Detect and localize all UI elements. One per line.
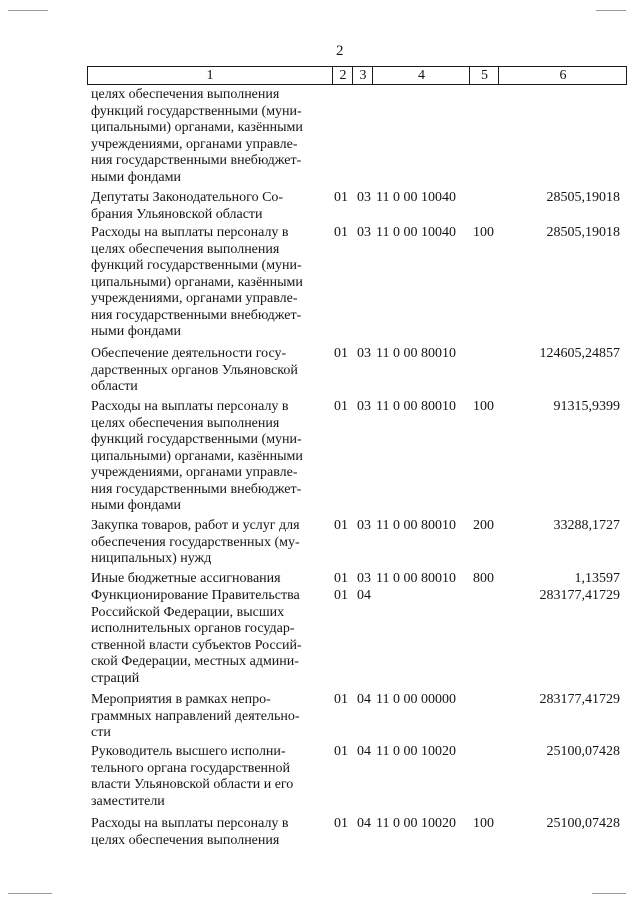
row-amount: 28505,19018 (546, 190, 620, 205)
row-section: 01 (334, 518, 348, 533)
row-target-item: 11 0 00 80010 (376, 571, 456, 586)
row-subsection: 04 (357, 692, 371, 707)
header-col-4: 4 (372, 67, 470, 84)
row-section: 01 (334, 190, 348, 205)
header-col-1: 1 (206, 68, 214, 83)
row-section: 01 (334, 571, 348, 586)
row-section: 01 (334, 744, 348, 759)
header-col-6: 6 (498, 67, 627, 84)
scan-mark-bottom-left (8, 893, 52, 894)
header-col-3: 3 (352, 67, 373, 84)
row-target-item: 11 0 00 00000 (376, 692, 456, 707)
row-amount: 25100,07428 (546, 744, 620, 759)
row-target-item: 11 0 00 80010 (376, 399, 456, 414)
row-amount: 28505,19018 (546, 225, 620, 240)
row-expense-type: 100 (473, 399, 494, 414)
row-section: 01 (334, 692, 348, 707)
row-target-item: 11 0 00 10020 (376, 816, 456, 831)
row-name: Закупка товаров, работ и услуг для обеспечения государственных (му- ниципальных) нужд (91, 518, 300, 566)
row-name: Мероприятия в рамках непро- граммных направлений деятельно- сти (91, 692, 300, 740)
row-subsection: 03 (357, 190, 371, 205)
row-amount: 1,13597 (574, 571, 620, 586)
row-name: Руководитель высшего исполни- тельного органа государственной власти Ульяновской области и его заместители (91, 744, 294, 809)
row-subsection: 04 (357, 744, 371, 759)
row-target-item: 11 0 00 10040 (376, 225, 456, 240)
row-amount: 124605,24857 (539, 346, 620, 361)
row-target-item: 11 0 00 10020 (376, 744, 456, 759)
row-target-item: 11 0 00 80010 (376, 346, 456, 361)
row-name: Иные бюджетные ассигнования (91, 571, 281, 586)
row-amount: 91315,9399 (553, 399, 620, 414)
row-amount: 25100,07428 (546, 816, 620, 831)
scan-mark-top-left (8, 10, 48, 11)
scan-mark-top-right (596, 10, 626, 11)
row-name: Расходы на выплаты персоналу в целях обеспечения выполнения (91, 816, 289, 848)
row-name: Обеспечение деятельности госу- дарственных органов Ульяновской области (91, 346, 298, 394)
row-subsection: 03 (357, 346, 371, 361)
page-number: 2 (336, 43, 344, 59)
row-amount: 33288,1727 (553, 518, 620, 533)
row-amount: 283177,41729 (539, 692, 620, 707)
row-name: Расходы на выплаты персоналу в целях обеспечения выполнения функций государственными (муни- ципальными) органами, казёнными учреждениями, органами управле- ния государственными внебюджет- ными фондами (91, 399, 303, 513)
row-expense-type: 100 (473, 225, 494, 240)
row-name: Депутаты Законодательного Со- брания Ульяновской области (91, 190, 284, 222)
row-section: 01 (334, 399, 348, 414)
row-section: 01 (334, 225, 348, 240)
row-name: Расходы на выплаты персоналу в целях обеспечения выполнения функций государственными (муни- ципальными) органами, казёнными учреждениями, органами управле- ния государственными внебюджет- ными фондами (91, 225, 303, 339)
scan-mark-bottom-right (592, 893, 626, 894)
header-col-2: 2 (332, 67, 353, 84)
row-expense-type: 800 (473, 571, 494, 586)
row-subsection: 03 (357, 571, 371, 586)
header-col-5: 5 (469, 67, 499, 84)
table-header-row (87, 66, 627, 85)
row-section: 01 (334, 816, 348, 831)
row-subsection: 04 (357, 816, 371, 831)
row-target-item: 11 0 00 10040 (376, 190, 456, 205)
row-subsection: 04 (357, 588, 371, 603)
row-subsection: 03 (357, 399, 371, 414)
row-section: 01 (334, 346, 348, 361)
row-subsection: 03 (357, 518, 371, 533)
row-section: 01 (334, 588, 348, 603)
row-target-item: 11 0 00 80010 (376, 518, 456, 533)
row-expense-type: 100 (473, 816, 494, 831)
row-expense-type: 200 (473, 518, 494, 533)
row-name: целях обеспечения выполнения функций государственными (муни- ципальными) органами, казёнными учреждениями, органами управле- ния государственными внебюджет- ными фондами (91, 87, 303, 185)
row-subsection: 03 (357, 225, 371, 240)
row-amount: 283177,41729 (539, 588, 620, 603)
row-name: Функционирование Правительства Российской Федерации, высших исполнительных органов государ- ственной власти субъектов Россий- ской Федерации, местных админи- страций (91, 588, 302, 686)
